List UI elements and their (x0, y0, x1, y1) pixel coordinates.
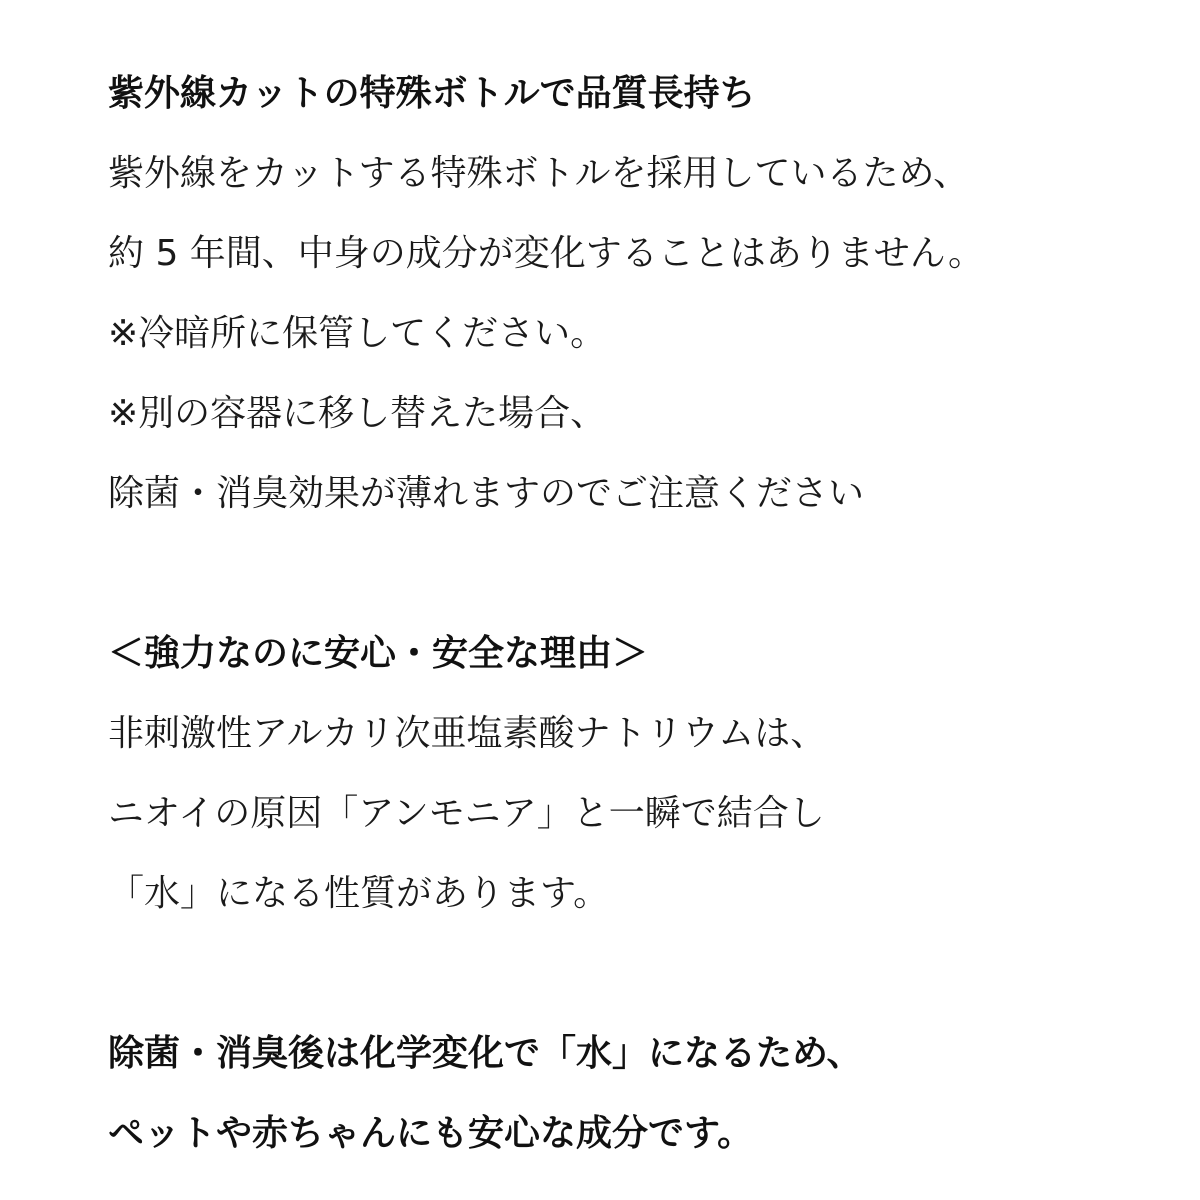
container-note: ※別の容器に移し替えた場合、 (108, 393, 607, 434)
water-statement-line: 除菌・消臭後は化学変化で「水」になるため、 (108, 1033, 863, 1074)
uv-bottle-text-line: 約 5 年間、中身の成分が変化することはありません。 (108, 233, 984, 274)
water-statement-line: ペットや赤ちゃんにも安心な成分です。 (108, 1113, 754, 1154)
safety-text-line: 非刺激性アルカリ次亜塩素酸ナトリウムは、 (108, 713, 827, 754)
safety-text-line: ニオイの原因「アンモニア」と一瞬で結合し (108, 793, 825, 834)
container-note-continued: 除菌・消臭効果が薄れますのでご注意ください (108, 473, 865, 514)
storage-note: ※冷暗所に保管してください。 (108, 313, 607, 354)
uv-bottle-heading: 紫外線カットの特殊ボトルで品質長持ち (108, 73, 756, 114)
safety-heading: ＜強力なのに安心・安全な理由＞ (108, 633, 649, 674)
safety-text-line: 「水」になる性質があります。 (108, 873, 610, 914)
uv-bottle-text-line: 紫外線をカットする特殊ボトルを採用しているため、 (108, 153, 970, 194)
